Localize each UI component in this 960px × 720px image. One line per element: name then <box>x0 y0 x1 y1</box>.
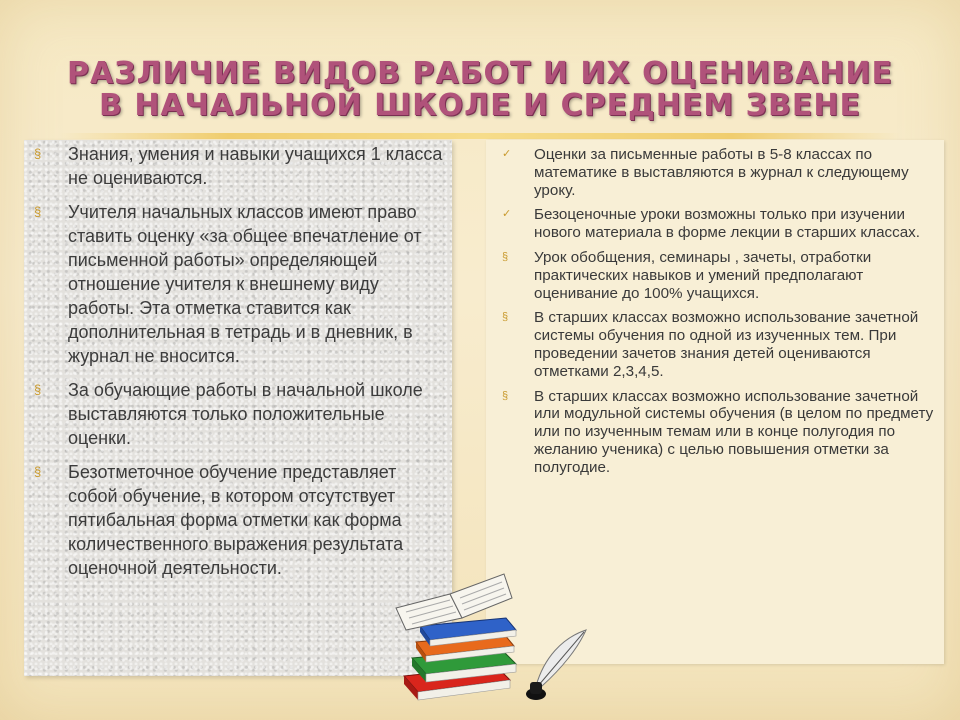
bullet-icon: § <box>502 250 509 263</box>
list-item-text: В старших классах возможно использование зачетной системы обучения по одной из изученных тем. При проведении зачетов знания детей оцениваются отметками 2,3,4,5. <box>534 309 919 380</box>
bullet-icon: § <box>34 146 42 161</box>
list-item-text: В старших классах возможно использование зачетной или модульной системы обучения (в целом по предмету или по изученным темам или в конце полугодия по желанию ученика) с целью повышения отметки за полугодие. <box>534 387 934 476</box>
slide-title-line-2: В НАЧАЛЬНОЙ ШКОЛЕ И СРЕДНЕМ ЗВЕНЕ <box>99 88 861 123</box>
list-item-text: Оценки за письменные работы в 5-8 классах по математике в выставляются в журнал к следующему уроку. <box>534 146 909 199</box>
list-item <box>28 142 448 190</box>
list-item <box>492 309 938 380</box>
list-item-text: Учителя начальных классов имеют право ставить оценку «за общее впечатление от письменной работы» определяющей отношение учителя к внешнему виду работы. Эта отметка ставится как дополнительная в тетрадь и в дневник, в журнал не вносится. <box>68 202 422 366</box>
list-item <box>492 388 938 477</box>
list-item <box>492 249 938 302</box>
list-item <box>492 206 938 242</box>
bullet-icon: § <box>34 382 42 397</box>
title-underline <box>60 133 900 139</box>
slide-title-line-1: РАЗЛИЧИЕ ВИДОВ РАБОТ И ИХ ОЦЕНИВАНИЕ <box>67 56 893 91</box>
checkmark-bullet-icon: ✓ <box>502 148 512 160</box>
list-item <box>492 146 938 199</box>
right-bullet-list <box>492 146 938 484</box>
slide-title <box>60 58 900 122</box>
book-stack-icon <box>396 574 516 700</box>
quill-pen-icon <box>526 630 586 700</box>
list-item <box>28 200 448 368</box>
books-and-quill-icon <box>386 568 596 708</box>
bullet-icon: § <box>502 389 509 402</box>
list-item-text: За обучающие работы в начальной школе выставляются только положительные оценки. <box>68 380 423 448</box>
list-item <box>28 378 448 450</box>
left-bullet-list <box>28 142 448 590</box>
list-item-text: Урок обобщения, семинары , зачеты, отработки практических навыков и умений предполагают оценивание до 100% учащихся. <box>534 248 872 302</box>
bullet-icon: § <box>34 204 42 219</box>
list-item-text: Безоценочные уроки возможны только при изучении нового материала в форме лекции в старших классах. <box>534 206 920 242</box>
checkmark-bullet-icon: ✓ <box>502 208 512 221</box>
bullet-icon: § <box>502 311 509 324</box>
list-item-text: Знания, умения и навыки учащихся 1 класса не оцениваются. <box>68 144 443 188</box>
bullet-icon: § <box>34 464 42 479</box>
list-item <box>28 460 448 580</box>
list-item-text: Безотметочное обучение представляет собой обучение, в котором отсутствует пятибальная форма отметки как форма количественного выражения результата оценочной деятельности. <box>68 462 404 578</box>
